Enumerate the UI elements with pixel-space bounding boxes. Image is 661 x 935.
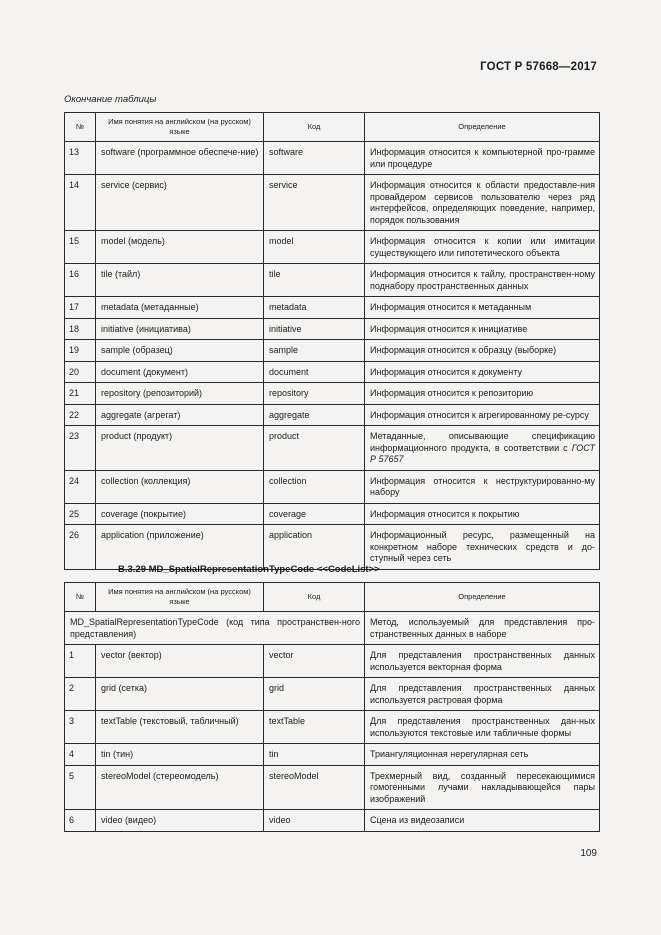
- row-number: 4: [65, 744, 96, 766]
- term-definition: Информация относится к агрегированному ре-сурсу: [365, 404, 600, 426]
- term-code: product: [264, 426, 365, 471]
- term-name: initiative (инициатива): [96, 318, 264, 340]
- table-row: [65, 503, 600, 525]
- row-number: 6: [65, 810, 96, 832]
- row-number: 23: [65, 426, 96, 471]
- row-number: 19: [65, 340, 96, 362]
- table-row: [65, 383, 600, 405]
- header-definition: Определение: [365, 113, 600, 142]
- table-row: [65, 340, 600, 362]
- table-row: [65, 175, 600, 231]
- table-row: [65, 264, 600, 297]
- term-name: stereoModel (стереомодель): [96, 765, 264, 810]
- table-row: [65, 711, 600, 744]
- term-definition: [365, 426, 600, 471]
- term-code: application: [264, 525, 365, 570]
- term-definition: Информация относится к неструктурированно-му набору: [365, 470, 600, 503]
- row-number: 24: [65, 470, 96, 503]
- table-caption: Окончание таблицы: [64, 94, 157, 105]
- codelist-name: MD_SpatialRepresentationTypeCode (код типа пространствен-ного представления): [65, 612, 365, 645]
- term-code: metadata: [264, 297, 365, 319]
- header-code: Код: [264, 583, 365, 612]
- term-code: initiative: [264, 318, 365, 340]
- term-name: grid (сетка): [96, 678, 264, 711]
- term-definition: Триангуляционная нерегулярная сеть: [365, 744, 600, 766]
- row-number: 3: [65, 711, 96, 744]
- table-row: [65, 426, 600, 471]
- codelist-definition: Метод, используемый для представления про-странственных данных в наборе: [365, 612, 600, 645]
- term-code: document: [264, 361, 365, 383]
- row-number: 5: [65, 765, 96, 810]
- term-definition: Информация относится к покрытию: [365, 503, 600, 525]
- row-number: 14: [65, 175, 96, 231]
- term-code: stereoModel: [264, 765, 365, 810]
- term-code: sample: [264, 340, 365, 362]
- term-definition: Информация относится к документу: [365, 361, 600, 383]
- term-code: video: [264, 810, 365, 832]
- row-number: 18: [65, 318, 96, 340]
- term-name: product (продукт): [96, 426, 264, 471]
- term-name: tile (тайл): [96, 264, 264, 297]
- term-definition: Информация относится к компьютерной про-грамме или процедуре: [365, 142, 600, 175]
- term-definition: Информационный ресурс, размещенный на конкретном наборе технических средств и до-ступный через сеть: [365, 525, 600, 570]
- row-number: 2: [65, 678, 96, 711]
- standard-reference: ГОСТ Р 57657: [370, 442, 595, 464]
- row-number: 17: [65, 297, 96, 319]
- term-name: vector (вектор): [96, 645, 264, 678]
- term-definition: Для представления пространственных данных используется векторная форма: [365, 645, 600, 678]
- header-code: Код: [264, 113, 365, 142]
- term-name: tin (тин): [96, 744, 264, 766]
- term-definition: Информация относится к копии или имитации существующего или гипотетического объекта: [365, 231, 600, 264]
- header-name: Имя понятия на английском (на русском) языке: [96, 583, 264, 612]
- row-number: 13: [65, 142, 96, 175]
- term-definition: Для представления пространственных дан-ных используются текстовые или табличные формы: [365, 711, 600, 744]
- term-code: repository: [264, 383, 365, 405]
- spatial-representation-table: [64, 582, 600, 832]
- term-definition: Для представления пространственных данных используется растровая форма: [365, 678, 600, 711]
- table-header-row: [65, 583, 600, 612]
- term-definition: Информация относится к инициативе: [365, 318, 600, 340]
- row-number: 15: [65, 231, 96, 264]
- header-name: Имя понятия на английском (на русском) языке: [96, 113, 264, 142]
- row-number: 20: [65, 361, 96, 383]
- term-code: model: [264, 231, 365, 264]
- term-name: document (документ): [96, 361, 264, 383]
- term-code: service: [264, 175, 365, 231]
- row-number: 22: [65, 404, 96, 426]
- term-code: collection: [264, 470, 365, 503]
- table-row: [65, 318, 600, 340]
- definitions-table: [64, 112, 600, 570]
- term-code: tile: [264, 264, 365, 297]
- term-code: grid: [264, 678, 365, 711]
- term-code: software: [264, 142, 365, 175]
- table-row: [65, 231, 600, 264]
- table-row: [65, 678, 600, 711]
- table-row: [65, 470, 600, 503]
- table-row: [65, 297, 600, 319]
- term-code: aggregate: [264, 404, 365, 426]
- table-header-row: [65, 113, 600, 142]
- term-definition: Информация относится к тайлу, пространствен-ному поднабору пространственных данных: [365, 264, 600, 297]
- term-name: video (видео): [96, 810, 264, 832]
- row-number: 26: [65, 525, 96, 570]
- term-code: textTable: [264, 711, 365, 744]
- term-name: software (программное обеспече-ние): [96, 142, 264, 175]
- page-number: 109: [580, 848, 597, 859]
- term-definition: Трехмерный вид, созданный пересекающимися гомогенными лучами накладывающейся пары изображений: [365, 765, 600, 810]
- definition-text: Метаданные, описывающие спецификацию информационного продукта, в соответствии с: [370, 431, 595, 453]
- table-row: [65, 525, 600, 570]
- term-code: tin: [264, 744, 365, 766]
- row-number: 25: [65, 503, 96, 525]
- term-name: model (модель): [96, 231, 264, 264]
- term-definition: Информация относится к области предоставле-ния провайдером сервисов пользователю через ряд интерфейсов, определяющих поведение, например, порядок пользования: [365, 175, 600, 231]
- section-heading: B.3.29 MD_SpatialRepresentationTypeCode <<CodeList>>: [118, 564, 380, 575]
- term-name: textTable (текстовый, табличный): [96, 711, 264, 744]
- table-row: [65, 744, 600, 766]
- table-row: [65, 645, 600, 678]
- term-name: aggregate (агрегат): [96, 404, 264, 426]
- term-definition: Сцена из видеозаписи: [365, 810, 600, 832]
- term-name: application (приложение): [96, 525, 264, 570]
- term-name: repository (репозиторий): [96, 383, 264, 405]
- header-num: №: [65, 113, 96, 142]
- row-number: 1: [65, 645, 96, 678]
- term-code: vector: [264, 645, 365, 678]
- table-row: [65, 361, 600, 383]
- term-code: coverage: [264, 503, 365, 525]
- term-name: metadata (метаданные): [96, 297, 264, 319]
- header-num: №: [65, 583, 96, 612]
- term-name: sample (образец): [96, 340, 264, 362]
- term-definition: Информация относится к метаданным: [365, 297, 600, 319]
- term-name: collection (коллекция): [96, 470, 264, 503]
- term-name: coverage (покрытие): [96, 503, 264, 525]
- codelist-name-row: [65, 612, 600, 645]
- table-row: [65, 765, 600, 810]
- table-row: [65, 404, 600, 426]
- document-id: ГОСТ Р 57668—2017: [480, 61, 597, 73]
- row-number: 21: [65, 383, 96, 405]
- header-definition: Определение: [365, 583, 600, 612]
- table-row: [65, 142, 600, 175]
- term-definition: Информация относится к образцу (выборке): [365, 340, 600, 362]
- term-name: service (сервис): [96, 175, 264, 231]
- row-number: 16: [65, 264, 96, 297]
- term-definition: Информация относится к репозиторию: [365, 383, 600, 405]
- table-row: [65, 810, 600, 832]
